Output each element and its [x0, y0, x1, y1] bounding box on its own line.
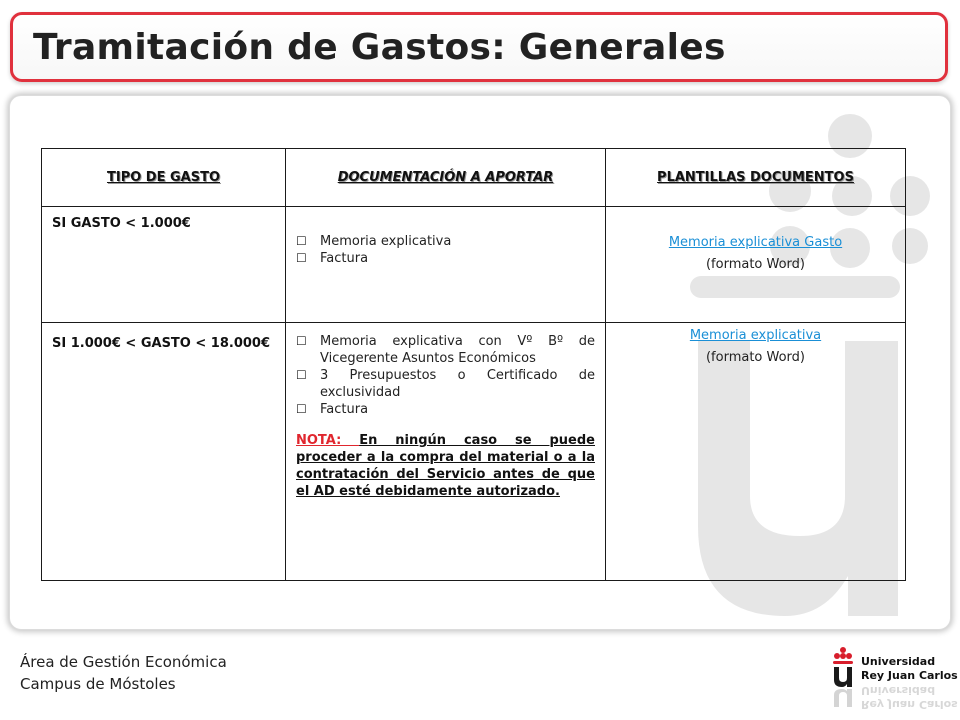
checkbox-icon: ☐	[296, 368, 307, 382]
column-header-tipo: TIPO DE GASTO	[42, 149, 286, 207]
logo-line-1: Universidad	[861, 655, 936, 668]
urjc-logo-icon	[830, 645, 860, 713]
table-header-row	[42, 149, 906, 207]
logo-reflection-line-1: Universidad	[861, 684, 936, 697]
list-item	[296, 367, 595, 401]
template-link-memoria[interactable]: Memoria explicativa	[689, 328, 822, 343]
doc-item-text: Memoria explicativa	[320, 234, 452, 249]
documentation-cell	[286, 207, 606, 323]
nota-label: NOTA:	[296, 433, 360, 448]
university-logo	[830, 645, 956, 713]
doc-item-text: Factura	[320, 402, 369, 417]
logo-reflection-line-2: Rey Juan Carlos	[861, 698, 958, 711]
doc-item-text: Factura	[320, 251, 369, 266]
template-cell	[606, 323, 906, 581]
template-format: (formato Word)	[705, 257, 806, 272]
doc-item-text: Memoria explicativa con Vº Bº de Vicegerente Asuntos Económicos	[320, 334, 595, 366]
list-item	[296, 333, 595, 367]
content-panel	[9, 95, 951, 630]
logo-line-2: Rey Juan Carlos	[861, 669, 958, 682]
footer-department: Área de Gestión Económica	[20, 653, 227, 671]
logo-wordmark	[861, 655, 958, 683]
nota-warning	[296, 432, 595, 500]
column-header-documentacion: DOCUMENTACIÓN A APORTAR	[286, 149, 606, 207]
list-item	[296, 233, 595, 250]
checkbox-icon: ☐	[296, 402, 307, 416]
expense-type-cell: SI 1.000€ < GASTO < 18.000€	[42, 323, 286, 581]
documentation-cell	[286, 323, 606, 581]
template-link-memoria-gasto[interactable]: Memoria explicativa Gasto	[668, 235, 843, 250]
nota-text: En ningún caso se puede proceder a la compra del material o a la contratación del Servicio antes de que el AD esté debidamente autorizado.	[296, 433, 595, 499]
table-row	[42, 323, 906, 581]
checkbox-icon: ☐	[296, 334, 307, 348]
template-format: (formato Word)	[705, 350, 806, 365]
list-item	[296, 250, 595, 267]
list-item	[296, 401, 595, 418]
page-title: Tramitación de Gastos: Generales	[33, 27, 726, 68]
footer	[20, 651, 227, 695]
footer-campus: Campus de Móstoles	[20, 675, 176, 693]
expense-table	[41, 148, 906, 581]
checkbox-icon: ☐	[296, 234, 307, 248]
column-header-plantillas: PLANTILLAS DOCUMENTOS	[606, 149, 906, 207]
expense-type-cell: SI GASTO < 1.000€	[42, 207, 286, 323]
checkbox-icon: ☐	[296, 251, 307, 265]
title-bar	[10, 12, 948, 82]
table-row	[42, 207, 906, 323]
doc-item-text: 3 Presupuestos o Certificado de exclusividad	[320, 368, 595, 400]
template-cell	[606, 207, 906, 323]
logo-wordmark-reflection	[861, 683, 958, 711]
